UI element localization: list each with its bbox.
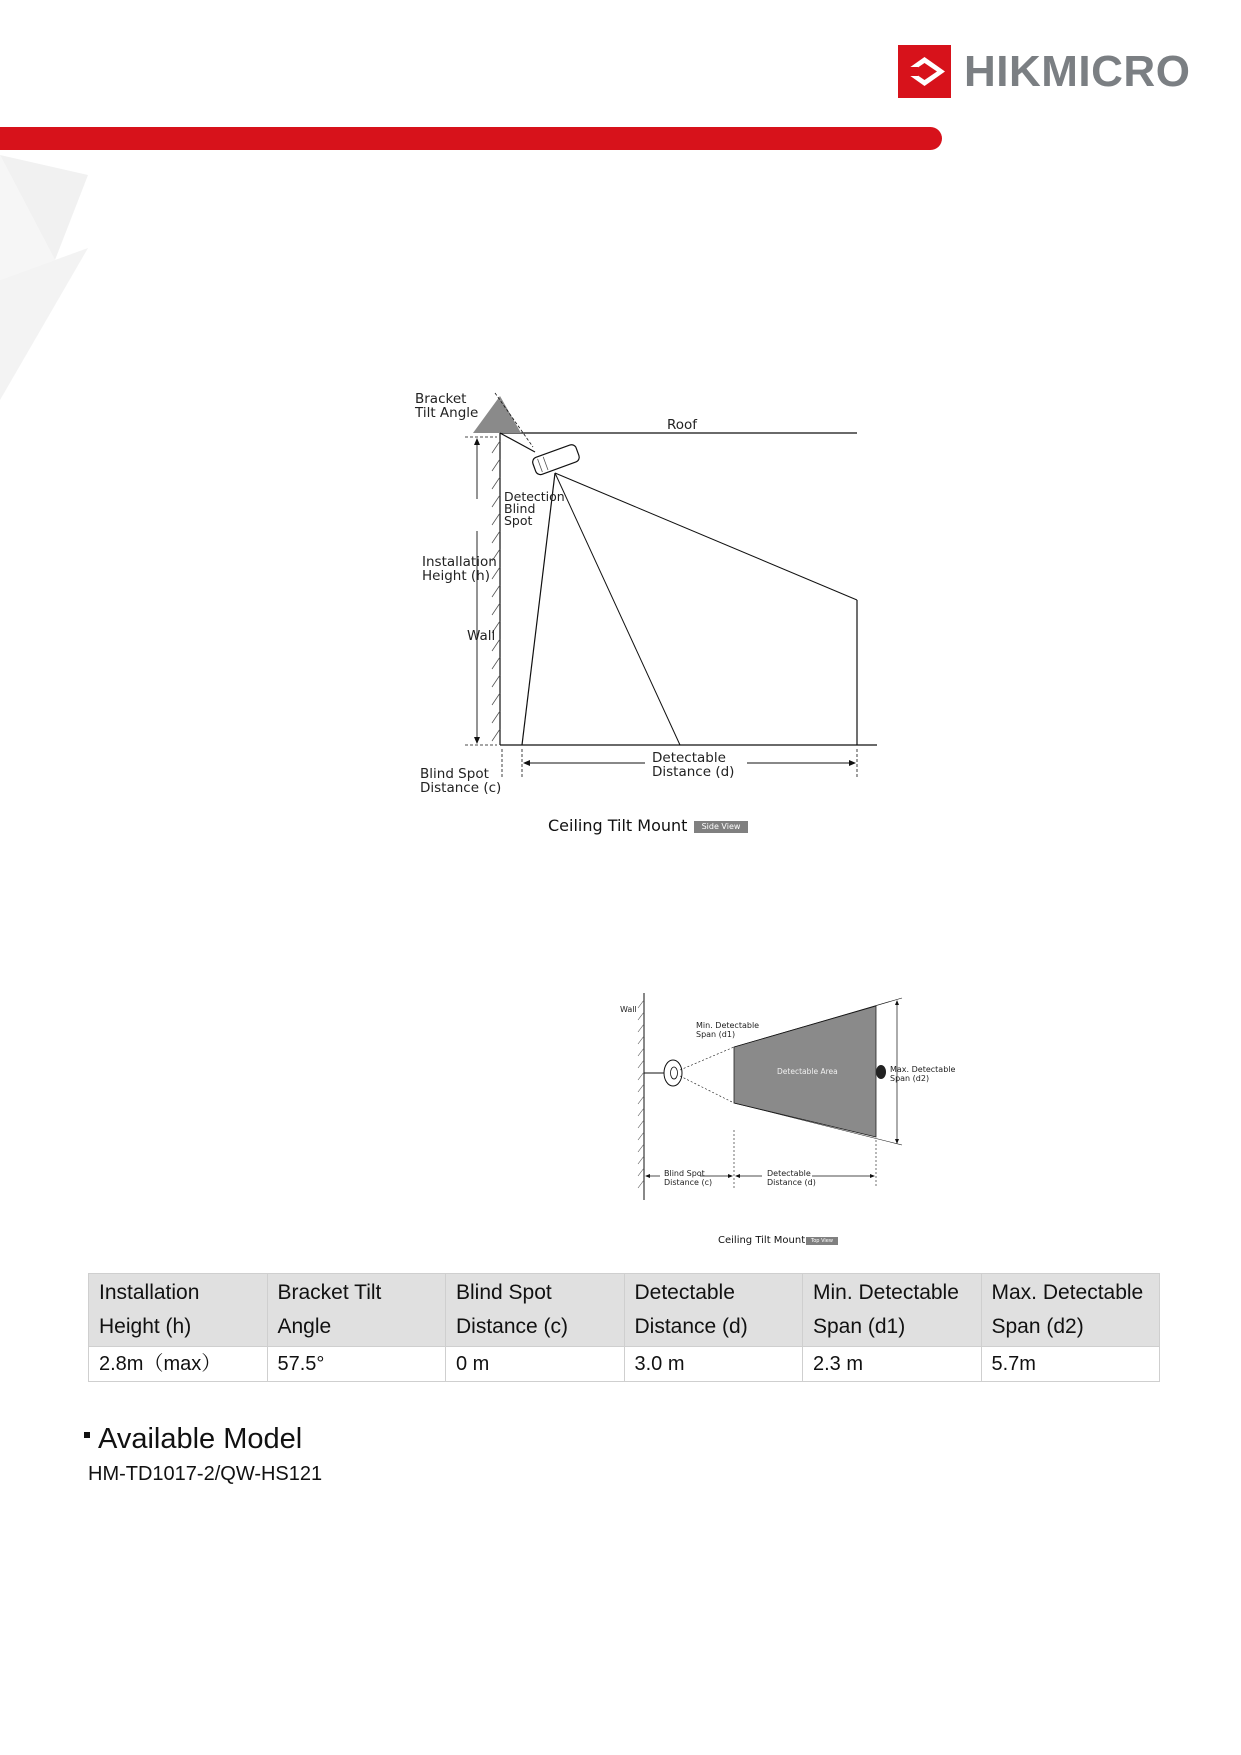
top-label-detectable-distance-1: Detectable (767, 1169, 811, 1178)
label-blind-spot-distance-1: Blind Spot (420, 766, 489, 782)
table-header-cell: Detectable Distance (d) (624, 1274, 803, 1347)
bullet-icon (84, 1432, 90, 1438)
top-label-detectable-area: Detectable Area (777, 1067, 838, 1076)
label-roof: Roof (667, 417, 698, 433)
side-view-diagram (405, 385, 905, 805)
table-cell-max-detectable-span: 5.7m (981, 1347, 1160, 1382)
label-bracket-tilt-angle-2: Tilt Angle (415, 405, 479, 421)
top-label-blind-spot-1: Blind Spot (664, 1169, 705, 1178)
top-view-diagram (612, 990, 972, 1210)
table-cell-blind-spot-distance: 0 m (446, 1347, 625, 1382)
label-detection-blind-spot-2: Blind (504, 501, 536, 516)
table-header-cell: Max. Detectable Span (d2) (981, 1274, 1160, 1347)
label-installation-height-1: Installation (422, 554, 497, 570)
decorative-polygon-graphic (0, 150, 100, 400)
top-view-badge: Top View (806, 1237, 838, 1245)
table-header-row (89, 1274, 1160, 1347)
side-view-badge: Side View (694, 821, 748, 833)
model-number: HM-TD1017-2/QW-HS121 (88, 1463, 323, 1485)
label-detectable-distance-2: Distance (d) (652, 764, 735, 780)
top-label-blind-spot-2: Distance (c) (664, 1178, 713, 1187)
label-wall: Wall (467, 628, 496, 644)
top-view-caption: Ceiling Tilt Mount (718, 1235, 806, 1246)
hikmicro-logo-icon (898, 45, 951, 98)
label-blind-spot-distance-2: Distance (c) (420, 780, 502, 796)
label-detectable-distance-1: Detectable (652, 750, 726, 766)
table-header-cell: Blind Spot Distance (c) (446, 1274, 625, 1347)
table-cell-installation-height: 2.8m（max） (89, 1347, 268, 1382)
top-label-min-span-2: Span (d1) (696, 1030, 736, 1039)
table-row (89, 1347, 1160, 1382)
table-cell-detectable-distance: 3.0 m (624, 1347, 803, 1382)
top-label-min-span-1: Min. Detectable (696, 1021, 760, 1030)
available-model-heading: Available Model (84, 1421, 302, 1457)
side-view-caption: Ceiling Tilt Mount (548, 816, 688, 835)
table-cell-bracket-tilt-angle: 57.5° (267, 1347, 446, 1382)
header-red-bar (0, 127, 942, 150)
label-bracket-tilt-angle-1: Bracket (415, 391, 467, 407)
table-header-cell: Bracket Tilt Angle (267, 1274, 446, 1347)
label-detection-blind-spot-1: Detection (504, 489, 565, 504)
top-label-wall: Wall (620, 1005, 637, 1014)
top-label-max-span-2: Span (d2) (890, 1074, 930, 1083)
top-label-detectable-distance-2: Distance (d) (767, 1178, 816, 1187)
brand-logo (898, 44, 1191, 102)
brand-wordmark: HIKMICRO (964, 47, 1191, 96)
label-detection-blind-spot-3: Spot (504, 513, 533, 528)
label-installation-height-2: Height (h) (422, 568, 491, 584)
spec-table (88, 1273, 1160, 1382)
table-cell-min-detectable-span: 2.3 m (803, 1347, 982, 1382)
table-header-cell: Installation Height (h) (89, 1274, 268, 1347)
top-label-max-span-1: Max. Detectable (890, 1065, 956, 1074)
table-header-cell: Min. Detectable Span (d1) (803, 1274, 982, 1347)
